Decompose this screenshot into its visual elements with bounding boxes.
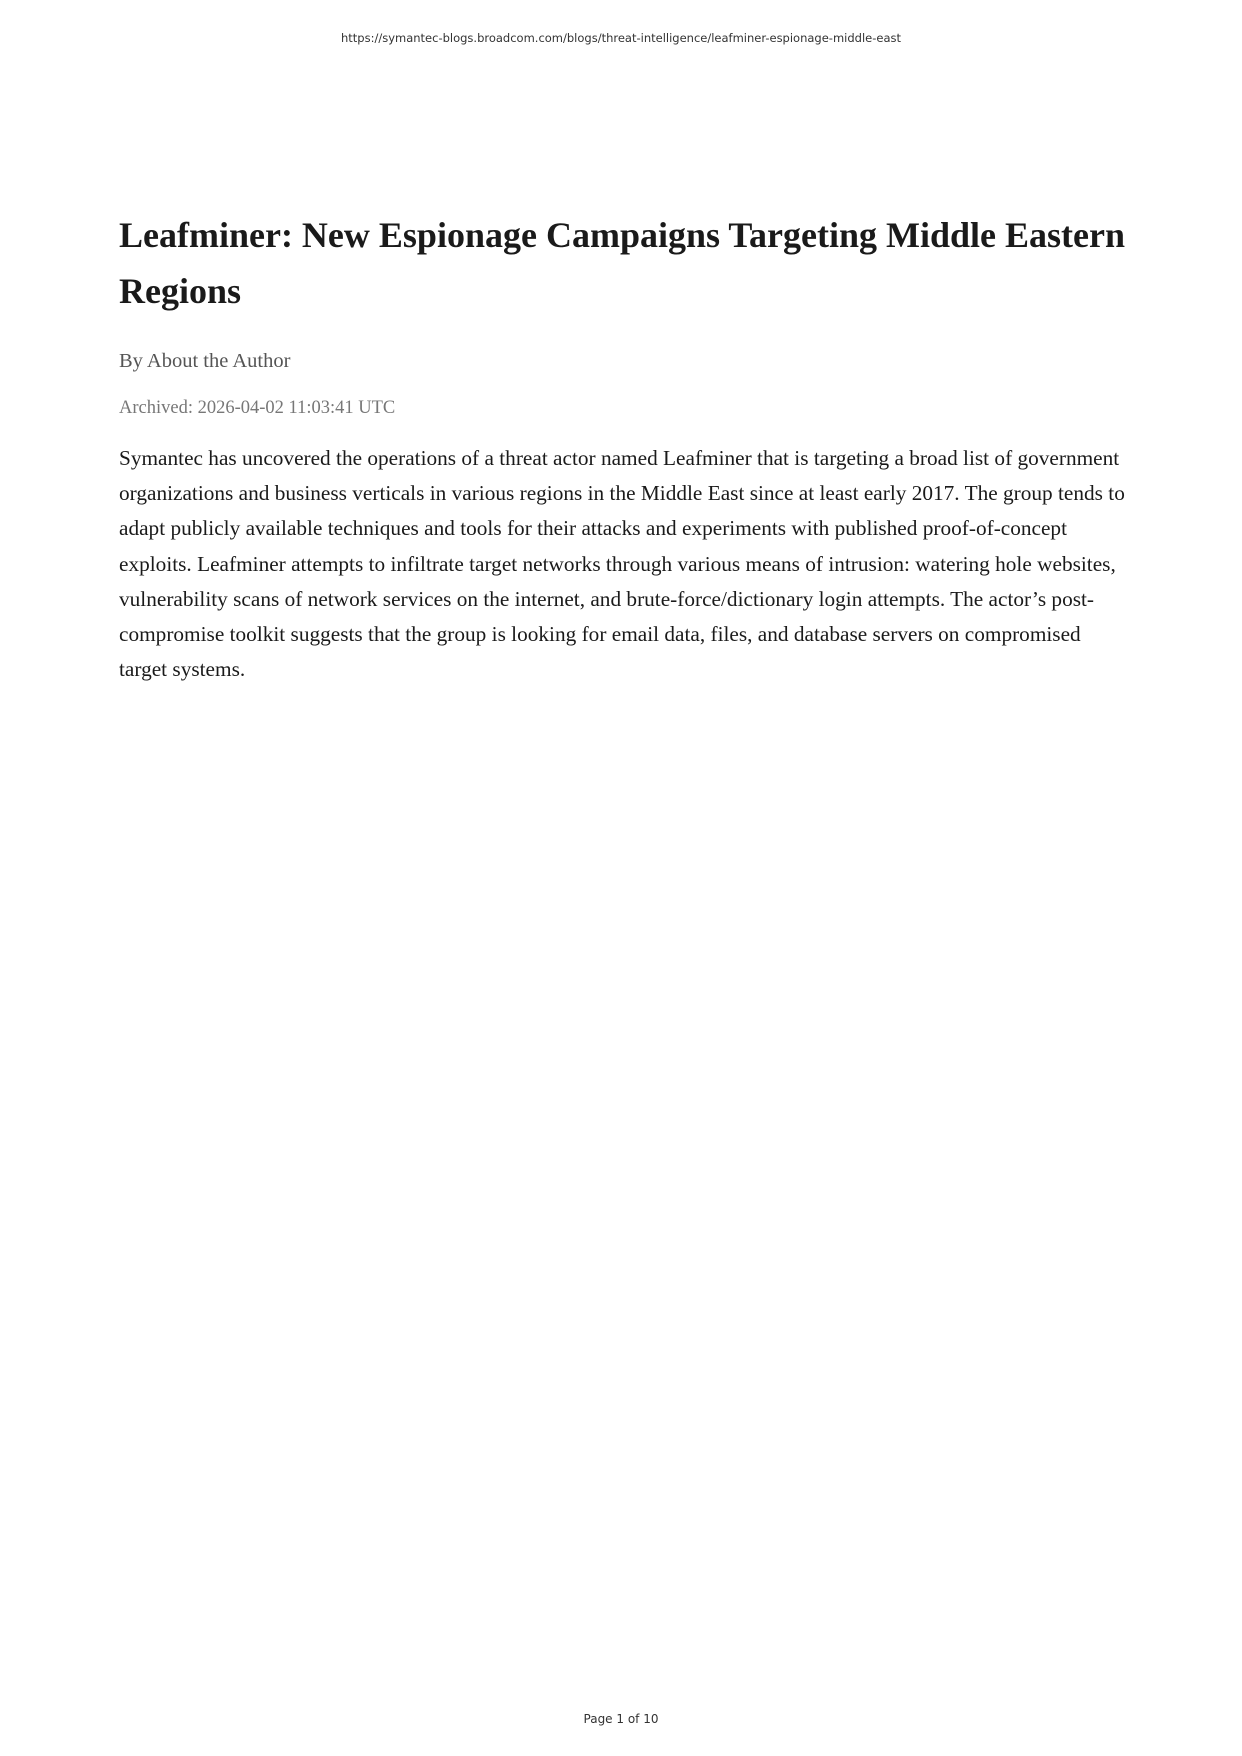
article-byline: By About the Author xyxy=(119,350,291,372)
archived-timestamp: Archived: 2026-04-02 11:03:41 UTC xyxy=(119,398,396,418)
page-number: Page 1 of 10 xyxy=(583,1712,659,1726)
article-title: Leafminer: New Espionage Campaigns Targeting Middle Eastern Regions xyxy=(119,215,1126,311)
page-url: https://symantec-blogs.broadcom.com/blogs/threat-intelligence/leafminer-espionage-middle-east xyxy=(340,31,901,45)
article-body-paragraph: Symantec has uncovered the operations of a threat actor named Leafminer that is targeting a broad list of government organizations and business verticals in various regions in the Middle East since at least early 2017. The group tends to adapt publicly available techniques and tools for their attacks and experiments with published proof-of-concept exploits. Leafminer attempts to infiltrate target networks through various means of intrusion: watering hole websites, vulnerability scans of network services on the internet, and brute-force/dictionary login attempts. The actor’s post-compromise toolkit suggests that the group is looking for email data, files, and database servers on compromised target systems. xyxy=(119,446,1125,682)
article xyxy=(119,207,1129,687)
